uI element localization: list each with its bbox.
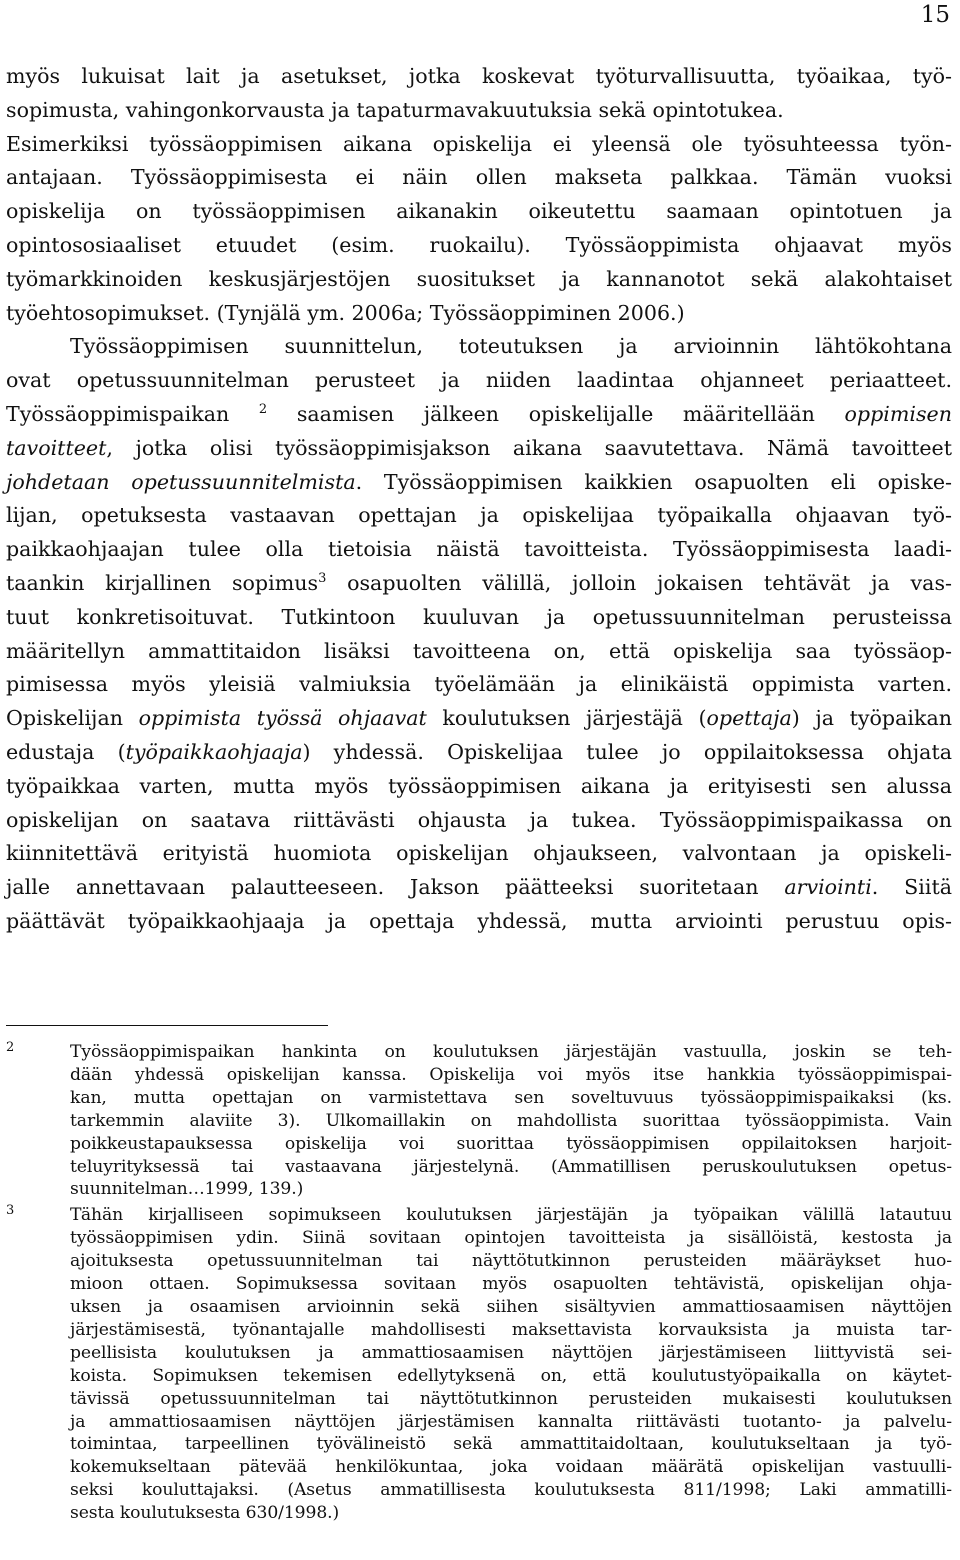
body-line: kiinnitettävä erityistä huomiota opiskelijan ohjaukseen, valvontaan ja opiskeli- (6, 841, 952, 866)
footnote-ref[interactable]: 3 (318, 570, 327, 586)
footnote-line: kan, mutta opettajan on varmistettava sen soveltuvuus työssäoppimispaikaksi (ks. (70, 1087, 952, 1108)
body-text-run: osapuolten välillä, jolloin jokaisen tehtävät ja vas- (347, 570, 952, 595)
body-text-run: ) ja työpaikan (791, 706, 952, 731)
emphasis: oppimisen (844, 401, 952, 426)
footnote-line: dään yhdessä opiskelijan kanssa. Opiskelija voi myös itse hankkia työssäoppimispai- (70, 1064, 952, 1085)
emphasis: johdetaan opetussuunnitelmista (6, 469, 356, 494)
emphasis: opettaja (706, 706, 792, 731)
body-line: työehtosopimukset. (Tynjälä ym. 2006a; Työssäoppiminen 2006.) (6, 300, 685, 325)
emphasis: tavoitteet (6, 435, 107, 460)
body-text-run: , jotka olisi työssäoppimisjakson aikana saavutettava. Nämä tavoitteet (106, 435, 952, 460)
emphasis: työpaikkaohjaaja (125, 739, 303, 764)
footnote-line: peellisista koulutuksen ja ammattiosaamisen näyttöjen järjestämiseen liittyvistä sei- (70, 1342, 952, 1363)
body-text (6, 60, 952, 939)
body-line (6, 432, 952, 466)
body-text-run: . Työssäoppimisen kaikkien osapuolten eli opiske- (355, 469, 952, 494)
body-text-run: taankin kirjallinen sopimus (6, 570, 319, 595)
footnote-line: uksen ja osaamisen arvioinnin sekä siihen sisältyvien ammattiosaamisen näyttöjen (70, 1296, 952, 1317)
footnote-2 (6, 1041, 952, 1201)
body-line: antajaan. Työssäoppimisesta ei näin ollen makseta palkkaa. Tämän vuoksi (6, 165, 952, 190)
body-text-run: . Siitä (871, 875, 952, 900)
body-line (6, 466, 952, 500)
footnote-line: järjestämisestä, työnantajalle mahdollisesti maksettavista korvauksista ja muista tar- (70, 1319, 952, 1340)
footnote-line: tävissä opetussuunnitelman tai näyttötutkinnon perusteiden mukaisesti koulutuksen (70, 1388, 952, 1409)
footnote-line: Tähän kirjalliseen sopimukseen koulutuksen järjestäjän ja työpaikan välillä latautuu (70, 1205, 952, 1226)
footnote-line: ajoituksesta opetussuunnitelman tai näyttötutkinnon perusteiden määräykset huo- (70, 1251, 952, 1272)
footnote-line: sesta koulutuksesta 630/1998.) (70, 1503, 340, 1524)
emphasis: arviointi (784, 875, 872, 900)
body-line: työmarkkinoiden keskusjärjestöjen suositukset ja kannanotot sekä alakohtaiset (6, 266, 952, 291)
footnote-line: suunnitelman…1999, 139.) (70, 1179, 304, 1200)
footnote-line: teluyrityksessä tai vastaavana järjestelynä. (Ammatillisen peruskoulutuksen opetus- (70, 1156, 952, 1177)
footnote-ref[interactable]: 2 (258, 401, 268, 417)
emphasis: oppimista työssä ohjaavat (138, 706, 427, 731)
body-line (6, 567, 952, 601)
body-text-run: Opiskelijan (6, 706, 123, 731)
body-text-run: jalle annettavaan palautteeseen. Jakson päätteeksi suoritetaan (6, 875, 759, 900)
footnote-line: koista. Sopimuksen tekemisen edellytyksenä on, että koulutustyöpaikalla on käytet- (70, 1365, 952, 1386)
body-text-run: ) yhdessä. Opiskelijaa tulee jo oppilaitoksessa ohjata (302, 739, 953, 764)
body-line: Esimerkiksi työssäoppimisen aikana opiskelija ei yleensä ole työsuhteessa työn- (6, 131, 952, 156)
footnote-separator (6, 1025, 328, 1026)
footnote-line: Työssäoppimispaikan hankinta on koulutuksen järjestäjän vastuulla, joskin se teh- (70, 1042, 952, 1062)
footnote-line: mioon ottaen. Sopimuksessa sovitaan myös osapuolten tehtävistä, opiskelijan ohja- (70, 1274, 952, 1295)
footnotes (6, 1041, 952, 1528)
footnote-line: kokemukseltaan pätevää henkilökuntaa, joka voidaan määrätä opiskelijan vastuulli- (70, 1457, 952, 1478)
body-line (6, 871, 952, 905)
body-line: pimisessa myös yleisiä valmiuksia työelämään ja elinikäistä oppimista varten. (6, 672, 952, 697)
page-number: 15 (920, 2, 950, 28)
body-line: myös lukuisat lait ja asetukset, jotka koskevat työturvallisuutta, työaikaa, työ- (6, 64, 952, 88)
body-line: tuut konkretisoituvat. Tutkintoon kuuluvan ja opetussuunnitelman perusteissa (6, 604, 952, 629)
body-line: opintososiaaliset etuudet (esim. ruokailu). Työssäoppimista ohjaavat myös (6, 232, 952, 257)
body-line: lijan, opetuksesta vastaavan opettajan ja opiskelijaa työpaikalla ohjaavan työ- (6, 503, 952, 528)
footnote-line: tarkemmin alaviite 3). Ulkomaillakin on mahdollista suorittaa työssäoppimista. Vain (70, 1110, 952, 1131)
body-line: sopimusta, vahingonkorvausta ja tapaturmavakuutuksia sekä opintotukea. (6, 97, 784, 122)
footnote-line: toimintaa, tarpeellinen työvälineistö sekä ammattitaidoltaan, koulutukseltaan ja työ- (70, 1434, 952, 1455)
footnote-number: 3 (6, 1203, 15, 1219)
body-line: opiskelijan on saatava riittävästi ohjausta ja tukea. Työssäoppimispaikassa on (6, 807, 952, 832)
body-line (6, 398, 952, 432)
footnote-3 (6, 1204, 952, 1525)
body-line: paikkaohjaajan tulee olla tietoisia näistä tavoitteista. Työssäoppimisesta laadi- (6, 537, 952, 562)
body-line: Työssäoppimisen suunnittelun, toteutuksen ja arvioinnin lähtökohtana (70, 334, 952, 359)
body-text-run: koulutuksen järjestäjä ( (442, 706, 707, 731)
footnote-number: 2 (6, 1040, 15, 1055)
body-text-run: Työssäoppimispaikan (6, 401, 230, 426)
body-line: ovat opetussuunnitelman perusteet ja niiden laadintaa ohjanneet periaatteet. (6, 368, 952, 393)
footnote-line: seksi kouluttajaksi. (Asetus ammatillisesta koulutuksesta 811/1998; Laki ammatilli- (70, 1480, 952, 1501)
body-line: määritellyn ammattitaidon lisäksi tavoitteena on, että opiskelija saa työssäop- (6, 638, 952, 663)
body-line (6, 736, 952, 770)
body-line: työpaikkaa varten, mutta myös työssäoppimisen aikana ja erityisesti sen alussa (6, 773, 952, 798)
body-line: opiskelija on työssäoppimisen aikanakin oikeutettu saamaan opintotuen ja (6, 199, 952, 224)
body-line (6, 702, 952, 736)
body-text-run: saamisen jälkeen opiskelijalle määritellään (296, 401, 815, 426)
footnote-line: työssäoppimisen ydin. Siinä sovitaan opintojen tavoitteista ja sisällöistä, kestosta ja (70, 1228, 952, 1249)
footnote-line: poikkeustapauksessa opiskelija voi suorittaa työssäoppimisen oppilaitoksen harjoit- (70, 1133, 952, 1154)
body-line: päättävät työpaikkaohjaaja ja opettaja yhdessä, mutta arviointi perustuu opis- (6, 908, 952, 933)
body-text-run: edustaja ( (6, 739, 126, 764)
footnote-line: ja ammattiosaamisen näyttöjen järjestämisen kannalta riittävästi tuotanto- ja palvelu- (70, 1411, 952, 1432)
